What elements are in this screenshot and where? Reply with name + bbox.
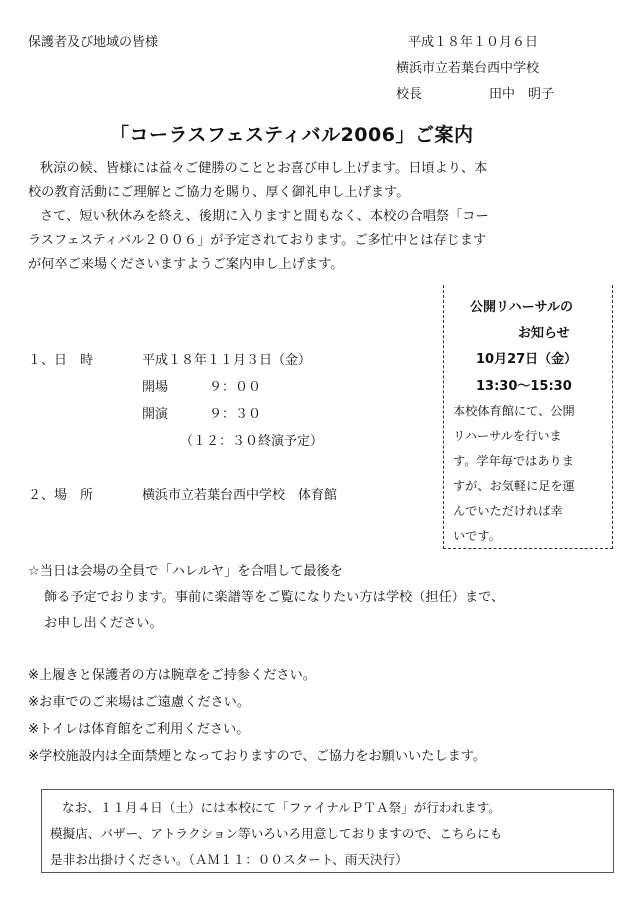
rehearsal-date: 10月27日（金） bbox=[476, 352, 578, 367]
footer-line3: 是非お出掛けください。（ＡＭ１１：００スタート、雨天決行） bbox=[50, 852, 408, 867]
school-name: 横浜市立若葉台西中学校 bbox=[396, 61, 540, 76]
note-item: ※学校施設内は全面禁煙となっておりますので、ご協力をお願いいたします。 bbox=[28, 749, 487, 764]
star-note-line3: お申し出ください。 bbox=[44, 616, 163, 631]
footer-line1: なお、１１月４日（土）には本校にて「ファイナルＰＴＡ祭」が行われます。 bbox=[62, 800, 501, 815]
start-label: 開演 bbox=[142, 407, 169, 422]
para2-line2: ラスフェスティバル２００６」が予定されております。ご多忙中とは存じます bbox=[28, 233, 487, 248]
para2-line1: さて、短い秋休みを終え、後期に入りますと間もなく、本校の合唱祭「コー bbox=[40, 209, 489, 224]
rehearsal-text-2: リハーサルを行いま bbox=[453, 429, 562, 443]
para1-line1: 秋涼の候、皆様には益々ご健勝のこととお喜び申し上げます。日頃より、本 bbox=[40, 161, 488, 176]
footer-line2: 模擬店、バザー、アトラクション等いろいろ用意しておりますので、こちらにも bbox=[50, 826, 503, 841]
rehearsal-text-4: すが、お気軽に足を運 bbox=[453, 479, 575, 493]
rehearsal-text-3: す。学年毎ではありま bbox=[453, 454, 574, 468]
open-time: ９：００ bbox=[209, 380, 262, 395]
rehearsal-text-6: いです。 bbox=[453, 529, 501, 543]
para1-line2: 校の教育活動にご理解とご協力を賜り、厚く御礼申し上げます。 bbox=[28, 185, 410, 200]
rehearsal-text-5: んでいただければ幸 bbox=[453, 504, 563, 518]
para2-line3: が何卒ご来場くださいますようご案内申し上げます。 bbox=[28, 257, 344, 272]
rehearsal-time: 13:30〜15:30 bbox=[476, 379, 572, 394]
start-time: ９：３０ bbox=[209, 407, 262, 422]
addressee: 保護者及び地域の皆様 bbox=[28, 35, 159, 50]
star-note-line1: ☆当日は会場の全員で「ハレルヤ」を合唱して最後を bbox=[28, 564, 343, 579]
note-item: ※上履きと保護者の方は腕章をご持参ください。 bbox=[28, 668, 316, 683]
note-item: ※トイレは体育館をご利用ください。 bbox=[28, 722, 250, 737]
rehearsal-title-2: お知らせ bbox=[518, 326, 570, 341]
principal-title: 校長 bbox=[396, 87, 423, 102]
star-note-line2: 飾る予定でおります。事前に楽譜等をご覧になりたい方は学校（担任）まで、 bbox=[44, 590, 505, 605]
greeting-paragraph bbox=[28, 157, 616, 277]
document-date: 平成１８年１０月６日 bbox=[408, 35, 539, 50]
place-label: ２、場 所 bbox=[28, 488, 94, 503]
rehearsal-notice-box bbox=[443, 285, 613, 549]
principal-name: 田中 明子 bbox=[489, 87, 555, 102]
event-date: 平成１８年１１月３日（金） bbox=[142, 353, 312, 368]
open-label: 開場 bbox=[142, 380, 169, 395]
footer-notice-box bbox=[41, 789, 614, 873]
datetime-label: １、日 時 bbox=[28, 353, 94, 368]
note-item: ※お車でのご来場はご遠慮ください。 bbox=[28, 695, 251, 710]
rehearsal-title-1: 公開リハーサルの bbox=[470, 300, 573, 315]
page-title: 「コーラスフェスティバル2006」ご案内 bbox=[110, 124, 474, 146]
rehearsal-text-1: 本校体育館にて、公開 bbox=[453, 404, 575, 418]
end-note: （１２：３０終演予定） bbox=[180, 434, 324, 449]
place-value: 横浜市立若葉台西中学校 体育館 bbox=[142, 488, 338, 503]
